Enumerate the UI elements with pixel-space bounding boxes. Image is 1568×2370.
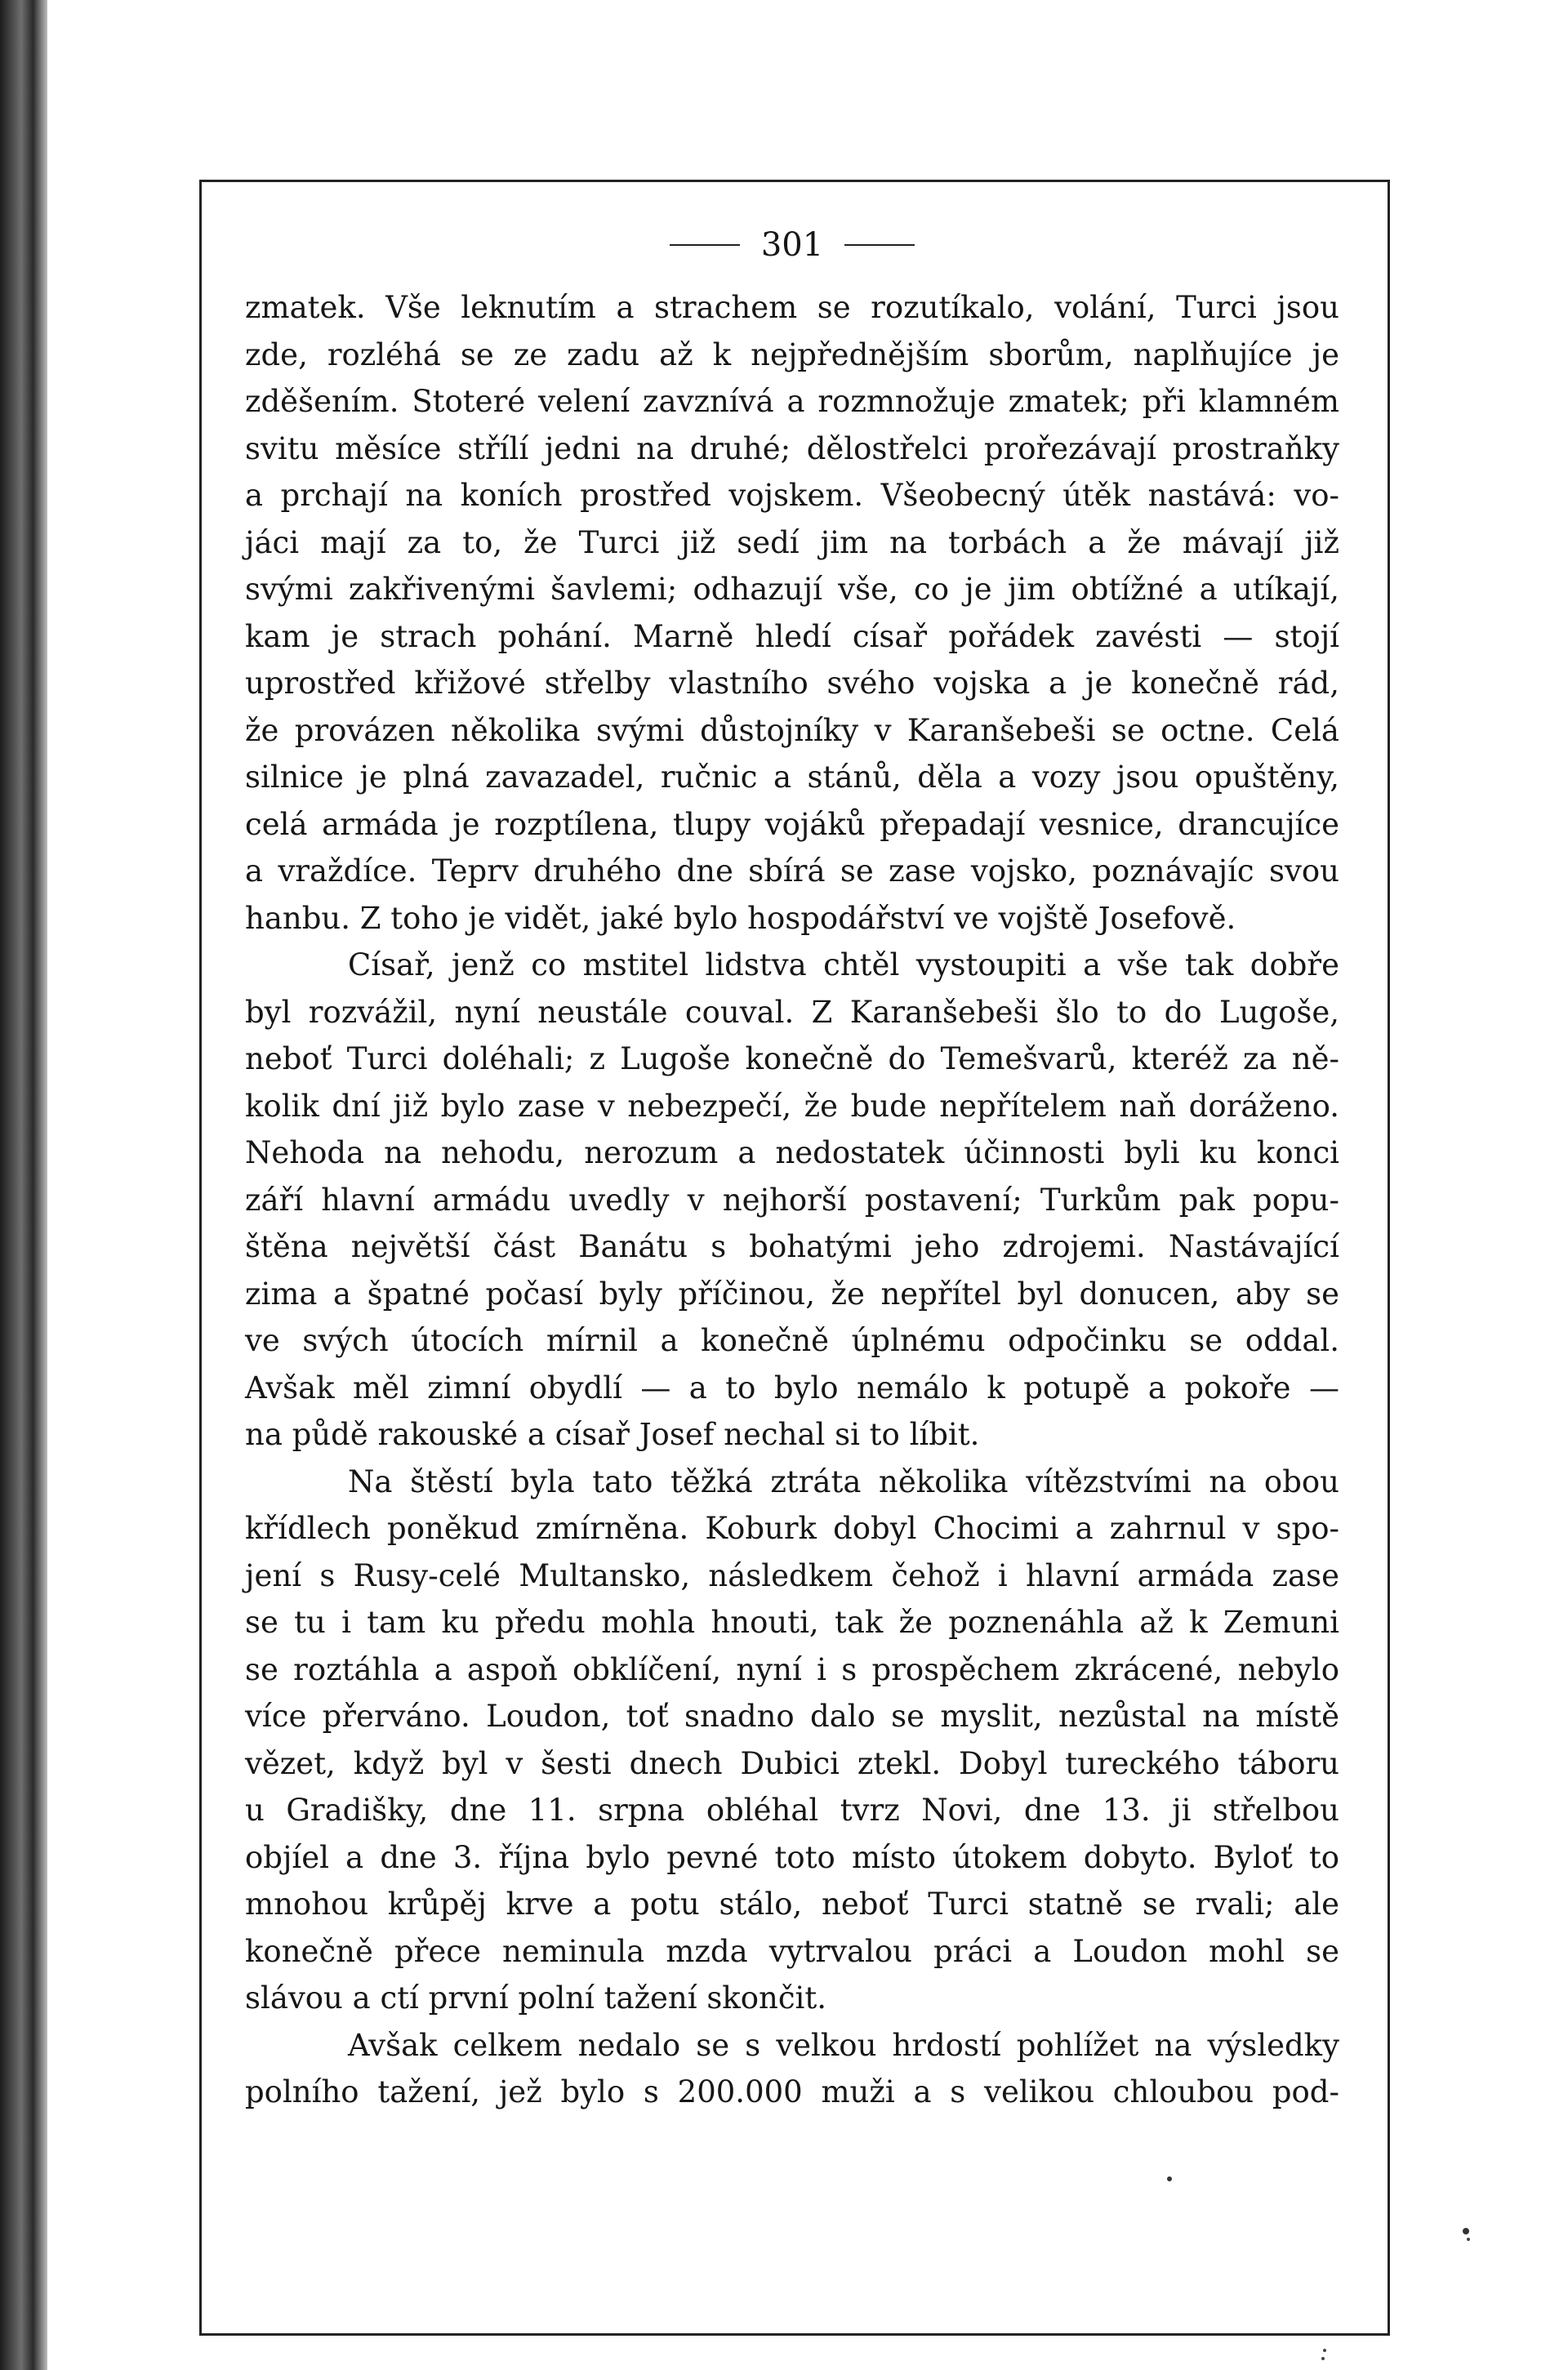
text-line: zima a špatné počasí byly příčinou, že nepřítel byl donucen, aby se [245, 1276, 1339, 1312]
page-number: 301 [760, 226, 824, 264]
text-line: uprostřed křižové střelby vlastního svého vojska a je konečně rád, [245, 666, 1339, 701]
text-line: svými zakřivenými šavlemi; odhazují vše, co je jim obtížné a utíkají, [245, 572, 1339, 607]
text-line: svitu měsíce střílí jedni na druhé; dělostřelci prořezávají prostraňky [245, 430, 1339, 466]
text-line: se tu i tam ku předu mohla hnouti, tak že poznenáhla až k Zemuni [245, 1605, 1339, 1640]
text-line: zde, rozléhá se ze zadu až k nejpřednějším sborům, naplňujíce je [245, 336, 1339, 372]
text-line: více přerváno. Loudon, toť snadno dalo se myslit, nezůstal na místě [245, 1699, 1339, 1734]
text-line: křídlech poněkud zmírněna. Koburk dobyl Chocimi a zahrnul v spo- [245, 1511, 1339, 1546]
text-line: se roztáhla a aspoň obklíčení, nyní i s prospěchem zkrácené, nebylo [245, 1651, 1339, 1687]
text-line: Avšak celkem nedalo se s velkou hrdostí pohlížet na výsledky [348, 2027, 1339, 2063]
text-line: Avšak měl zimní obydlí — a to bylo nemálo k potupě a pokoře — [245, 1370, 1339, 1406]
text-line: ve svých útocích mírnil a konečně úplnému odpočinku se oddal. [245, 1323, 1339, 1358]
text-line: objíel a dne 3. října bylo pevné toto místo útokem dobyto. Bylоť to [245, 1839, 1339, 1875]
text-line: byl rozvážil, nyní neustále couval. Z Karanšebeši šlo to do Lugoše, [245, 994, 1339, 1030]
speck [1167, 2176, 1172, 2181]
text-line: vězet, když byl v šesti dnech Dubici ztekl. Dobyl tureckého táboru [245, 1745, 1339, 1781]
text-line: konečně přece neminula mzda vytrvalou práci a Loudon mohl se [245, 1933, 1339, 1969]
text-line: polního tažení, jež bylo s 200.000 muži a s velikou chloubou pod- [245, 2074, 1339, 2109]
text-line: zděšením. Stoteré velení zavznívá a rozmnožuje zmatek; při klamném [245, 384, 1339, 419]
text-line: mnohou krůpěj krve a potu stálo, neboť Turci statně se rvali; ale [245, 1887, 1339, 1922]
text-line: silnice je plná zavazadel, ručnic a stánů, děla a vozy jsou opuštěny, [245, 760, 1339, 795]
text-line: štěna největší část Banátu s bohatými jeho zdrojemi. Nastávající [245, 1229, 1339, 1264]
text-line: slávou a ctí první polní tažení skončit. [245, 1980, 827, 2016]
text-line: zmatek. Vše leknutím a strachem se rozutíkalo, volání, Turci jsou [245, 290, 1339, 325]
text-line: a vraždíce. Teprv druhého dne sbírá se zase vojsko, poznávajíc svou [245, 853, 1339, 889]
text-line: září hlavní armádu uvedly v nejhorší postavení; Turkům pak popu- [245, 1182, 1339, 1218]
text-line: že provázen několika svými důstojníky v Karanšebeši se octne. Celá [245, 712, 1339, 748]
text-line: neboť Turci doléhali; z Lugoše konečně do Temešvarů, kteréž za ně- [245, 1041, 1339, 1076]
text-line: Nehoda na nehodu, nerozum a nedostatek účinnosti byli ku konci [245, 1135, 1339, 1170]
text-line: na půdě rakouské a císař Josef nechal si to líbit. [245, 1417, 980, 1452]
speck [1321, 2357, 1325, 2360]
text-line: hanbu. Z toho je vidět, jaké bylo hospodářství ve vojště Josefově. [245, 900, 1236, 936]
text-line: kolik dní již bylo zase v nebezpečí, že bude nepřítelem naň doráženo. [245, 1088, 1339, 1124]
text-line: kam je strach pohání. Marně hledí císař pořádek zavésti — stojí [245, 618, 1339, 654]
text-line: celá armáda je rozptílena, tlupy vojáků přepadají vesnice, drancujíce [245, 806, 1339, 842]
speck [1467, 2238, 1470, 2241]
speck [1463, 2228, 1469, 2234]
text-line: jení s Rusy-celé Multansko, následkem čehož i hlavní armáda zase [245, 1557, 1339, 1593]
speck [1323, 2349, 1326, 2352]
text-line: Císař, jenž co mstitel lidstva chtěl vystoupiti a vše tak dobře [348, 947, 1339, 982]
text-line: u Gradišky, dne 11. srpna obléhal tvrz Novi, dne 13. ji střelbou [245, 1793, 1339, 1828]
text-line: Na štěstí byla tato těžká ztráta několika vítězstvími na obou [348, 1463, 1339, 1499]
text-line: jáci mají za to, že Turci již sedí jim na torbách a že mávají již [245, 524, 1339, 560]
text-line: a prchají na koních prostřed vojskem. Všeobecný útěk nastává: vo- [245, 478, 1339, 513]
